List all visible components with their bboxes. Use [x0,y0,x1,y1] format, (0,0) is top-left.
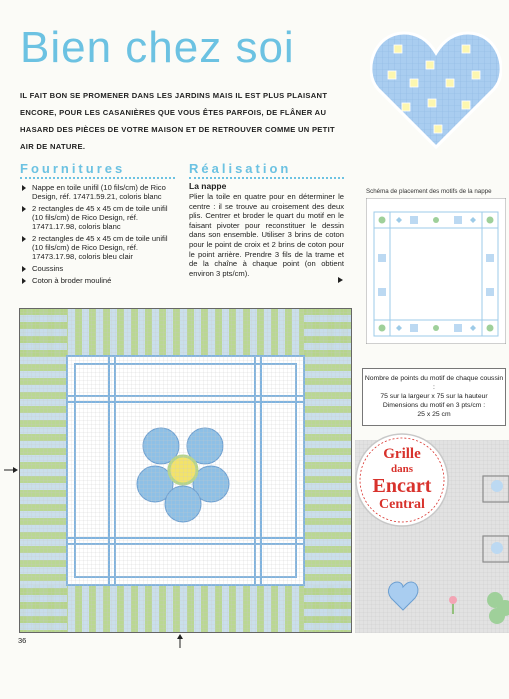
info-line: 75 sur la largeur x 75 sur la hauteur [380,393,488,400]
arrow-right-icon [4,466,18,474]
list-item: Coton à broder mouliné [20,276,180,285]
list-item: 2 rectangles de 45 x 45 cm de toile unifil (10 fils/cm) de Rico Design, réf. 17471.17.98, coloris blanc [20,204,180,231]
badge-line2: dans [390,463,414,475]
section-divider [20,177,175,179]
page-title: Bien chez soi [20,23,295,72]
info-box [362,368,506,426]
arrow-up-icon [176,634,184,648]
supplies-list [20,183,180,288]
cross-stitch-chart [19,308,352,633]
realisation-heading: Réalisation [189,161,292,176]
placement-schema-diagram [366,198,506,344]
info-line: Dimensions du motif en 3 pts/cm : [382,402,486,409]
fournitures-heading: Fournitures [20,161,126,176]
info-line: Nombre de points du motif de chaque coussin : [364,375,504,391]
list-item: 2 rectangles de 45 x 45 cm de toile unifil (10 fils/cm) de Rico Design, réf. 17473.17.98, coloris bleu clair [20,234,180,261]
heart-motif-image [370,27,502,149]
badge-line4: Central [379,497,425,512]
continue-arrow-icon [338,277,343,283]
badge-line1: Grille [383,446,421,462]
schema-caption: Schéma de placement des motifs de la nappe [366,188,492,195]
page-number: 36 [18,636,27,645]
realisation-subheading: La nappe [189,181,227,191]
info-line: 25 x 25 cm [417,411,451,418]
realisation-text: Plier la toile en quatre pour en déterminer le centre : il se trouve au croisement des deux plis. Centrer et broder le quart du motif en le faisant pivoter pour reconstituer le dessin dans son ensemble. Utiliser 3 brins de coton pour le point de croix et 2 brins de coton pour le point arrière. Prendre 3 fils de la trame et de la chaîne à chaque point (on obtient environ 3 pts/cm). [189,192,344,278]
badge-line3: Encart [372,475,432,497]
section-divider [189,177,344,179]
grille-encart-badge [354,432,450,528]
list-item: Nappe en toile unifil (10 fils/cm) de Rico Design, réf. 17471.59.21, coloris blanc [20,183,180,201]
list-item: Coussins [20,264,180,273]
intro-paragraph: IL FAIT BON SE PROMENER DANS LES JARDINS MAIS IL EST PLUS PLAISANT ENCORE, POUR LES CASANIÈRES QUE VOUS ÊTES PARFOIS, DE FLÂNER AU HASARD DES PIÈCES DE VOTRE MAISON ET DE RETROUVER COMME UN PETIT AIR DE NATURE. [20,91,335,151]
